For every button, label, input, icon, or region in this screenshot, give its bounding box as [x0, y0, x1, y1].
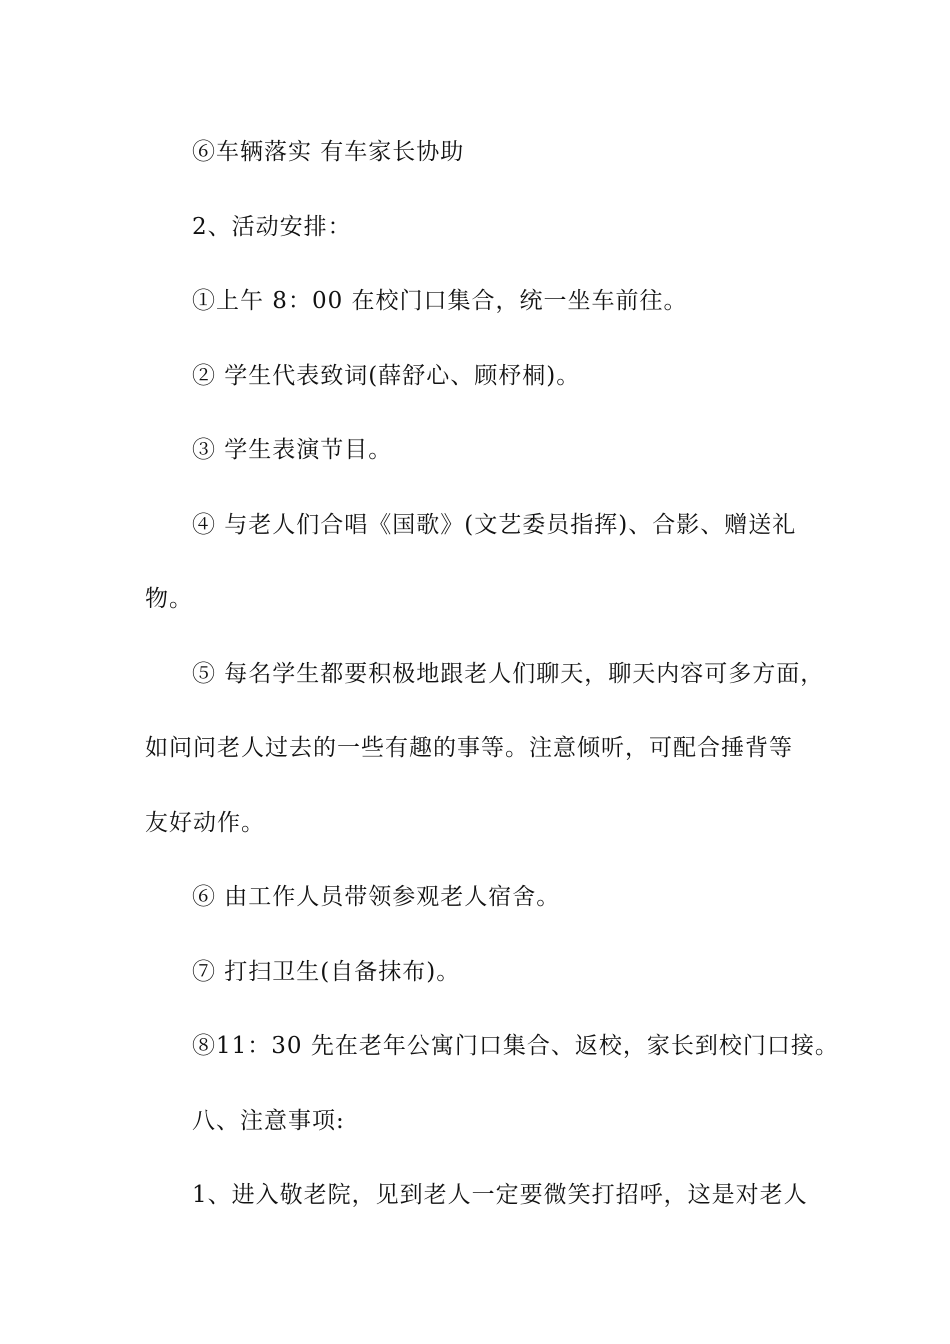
paragraph-line: ③ 学生表演节目。: [192, 437, 393, 463]
paragraph-line: ⑤ 每名学生都要积极地跟老人们聊天，聊天内容可多方面，: [192, 661, 825, 687]
paragraph-line: ⑥ 由工作人员带领参观老人宿舍。: [192, 884, 561, 910]
paragraph-line: ⑧11：30 先在老年公寓门口集合、返校，家长到校门口接。: [192, 1033, 839, 1059]
paragraph-line: ⑥车辆落实 有车家长协助: [192, 139, 465, 165]
paragraph-line: ①上午 8：00 在校门口集合，统一坐车前往。: [192, 288, 688, 314]
paragraph-line: 友好动作。: [145, 810, 265, 836]
section-heading: 八、注意事项:: [192, 1108, 345, 1134]
paragraph-line: 物。: [145, 586, 193, 612]
section-heading: 2、活动安排：: [192, 214, 352, 240]
paragraph-line: ④ 与老人们合唱《国歌》(文艺委员指挥)、合影、赠送礼: [192, 512, 797, 538]
paragraph-line: 1、进入敬老院，见到老人一定要微笑打招呼，这是对老人: [192, 1182, 808, 1208]
paragraph-line: ⑦ 打扫卫生(自备抹布)。: [192, 959, 461, 985]
paragraph-line: ② 学生代表致词(薛舒心、顾杼桐)。: [192, 363, 581, 389]
paragraph-line: 如问问老人过去的一些有趣的事等。注意倾听，可配合捶背等: [145, 735, 793, 761]
